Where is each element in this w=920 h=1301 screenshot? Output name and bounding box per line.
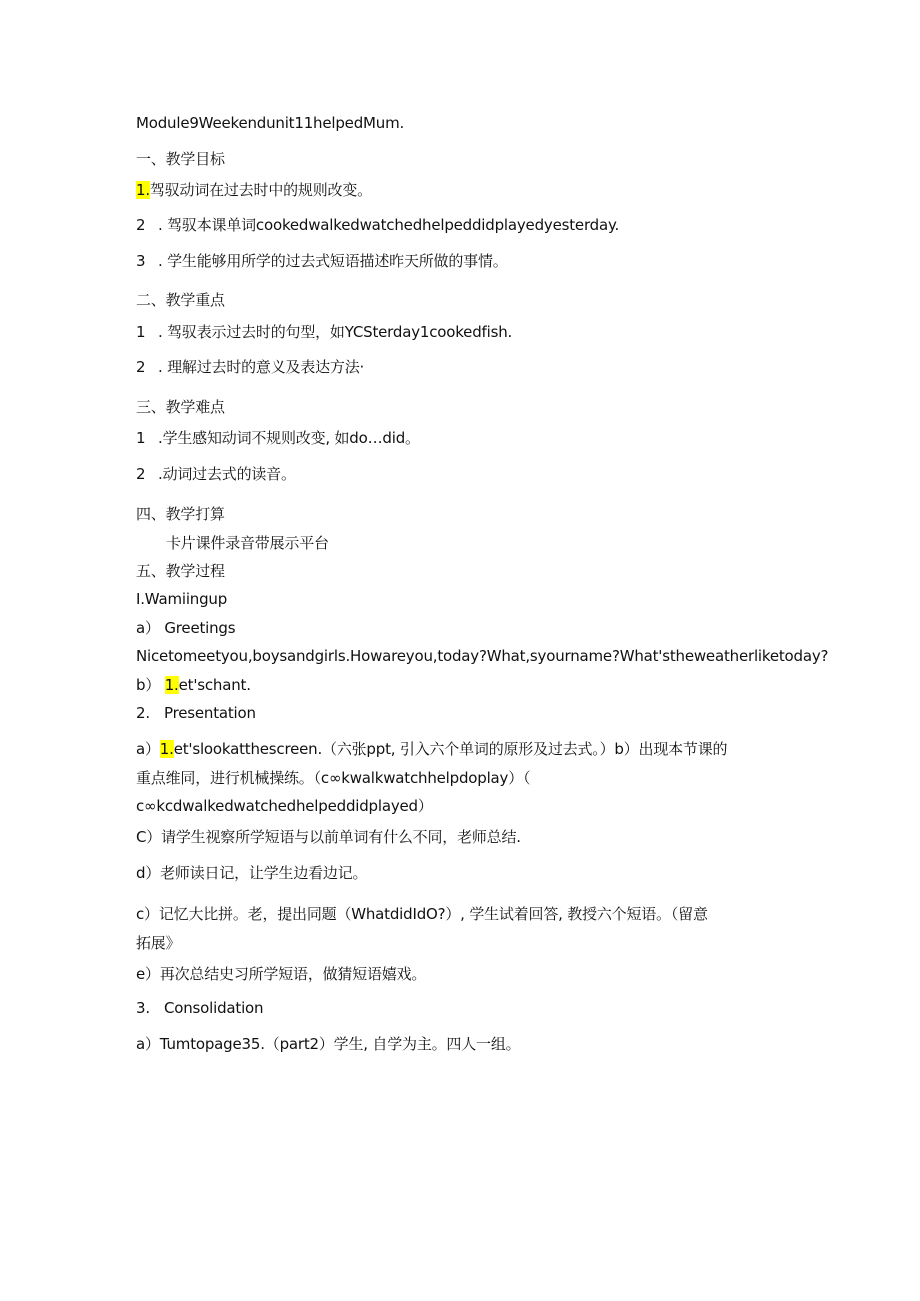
highlight-mark: 1.: [136, 181, 150, 199]
warmup-b-chant: [136, 675, 251, 695]
presentation-a-line3: c∞kcdwalkedwatchedhelpeddidplayed）: [136, 797, 433, 815]
presentation-d: d）老师读日记，让学生边看边记。: [136, 864, 368, 882]
presentation-a-line1: [136, 739, 727, 759]
key-point-item-1-num: 1: [136, 323, 146, 341]
key-point-item-2: [136, 357, 364, 377]
key-point-item-2-num: 2: [136, 358, 146, 376]
section-heading-process: 五、教学过程: [136, 562, 225, 580]
presentation-c2-line2: 拓展》: [136, 934, 181, 952]
objective-item-2-num: 2: [136, 216, 146, 234]
presentation-a-text: et'slookatthescreen.（六张ppt, 引入六个单词的原形及过去式。）b）出现本节课的: [173, 740, 728, 758]
warmup-heading: I.Wamiingup: [136, 590, 228, 608]
difficulty-item-1-text: .学生感知动词不规则改变, 如do…did。: [158, 429, 420, 447]
objective-item-3-text: . 学生能够用所学的过去式短语描述昨天所做的事情。: [158, 252, 508, 270]
difficulty-item-2: [136, 464, 296, 484]
objective-item-1: [136, 180, 372, 200]
presentation-e: e）再次总结史习所学短语，做猜短语嬉戏。: [136, 965, 427, 983]
presentation-heading: [136, 703, 256, 723]
warmup-b-prefix: b）: [136, 676, 165, 694]
difficulty-item-1: [136, 428, 420, 448]
section-heading-preparation: 四、教学打算: [136, 505, 225, 523]
presentation-c: C）请学生视察所学短语与以前单词有什么不同，老师总结.: [136, 828, 521, 846]
preparation-materials: 卡片课件录音带展示平台: [166, 534, 329, 552]
objective-item-2: [136, 215, 619, 235]
objective-item-3-num: 3: [136, 252, 146, 270]
presentation-num: 2.: [136, 704, 150, 722]
objective-item-2-text: . 驾驭本课单词cookedwalkedwatchedhelpeddidplayedyesterday.: [158, 216, 620, 234]
warmup-b-text: et'schant.: [178, 676, 251, 694]
highlight-mark: 1.: [159, 740, 174, 758]
greetings-line: Nicetomeetyou,boysandgirls.Howareyou,today?What,syourname?What'stheweatherliketoday?: [136, 647, 829, 665]
section-heading-key-points: 二、教学重点: [136, 291, 225, 309]
highlight-mark: 1.: [164, 676, 179, 694]
key-point-item-1-text: . 驾驭表示过去时的句型，如YCSterday1cookedfish.: [158, 323, 513, 341]
presentation-a-line2: 重点维同，进行机械操练。（c∞kwalkwatchhelpdoplay）（: [136, 769, 531, 787]
objective-item-3: [136, 251, 508, 271]
section-heading-objectives: 一、教学目标: [136, 150, 225, 168]
section-heading-difficulties: 三、教学难点: [136, 398, 225, 416]
presentation-a-prefix: a）: [136, 740, 160, 758]
presentation-label: Presentation: [164, 704, 256, 722]
document-title: Module9Weekendunit11helpedMum.: [136, 114, 405, 132]
presentation-c2-line1: c）记忆大比拼。老，提出同题（WhatdidIdO?）, 学生试着回答, 教授六个短语。（留意: [136, 905, 708, 923]
difficulty-item-2-num: 2: [136, 465, 146, 483]
consolidation-label: Consolidation: [164, 999, 264, 1017]
warmup-a-greetings: a） Greetings: [136, 619, 236, 637]
consolidation-heading: [136, 998, 263, 1018]
key-point-item-2-text: . 理解过去时的意义及表达方法·: [158, 358, 365, 376]
consolidation-a: a）Tumtopage35.（part2）学生, 自学为主。四人一组。: [136, 1035, 521, 1053]
consolidation-num: 3.: [136, 999, 150, 1017]
difficulty-item-2-text: .动词过去式的读音。: [158, 465, 296, 483]
key-point-item-1: [136, 322, 512, 342]
objective-item-1-text: 驾驭动词在过去时中的规则改变。: [149, 181, 372, 199]
difficulty-item-1-num: 1: [136, 429, 146, 447]
